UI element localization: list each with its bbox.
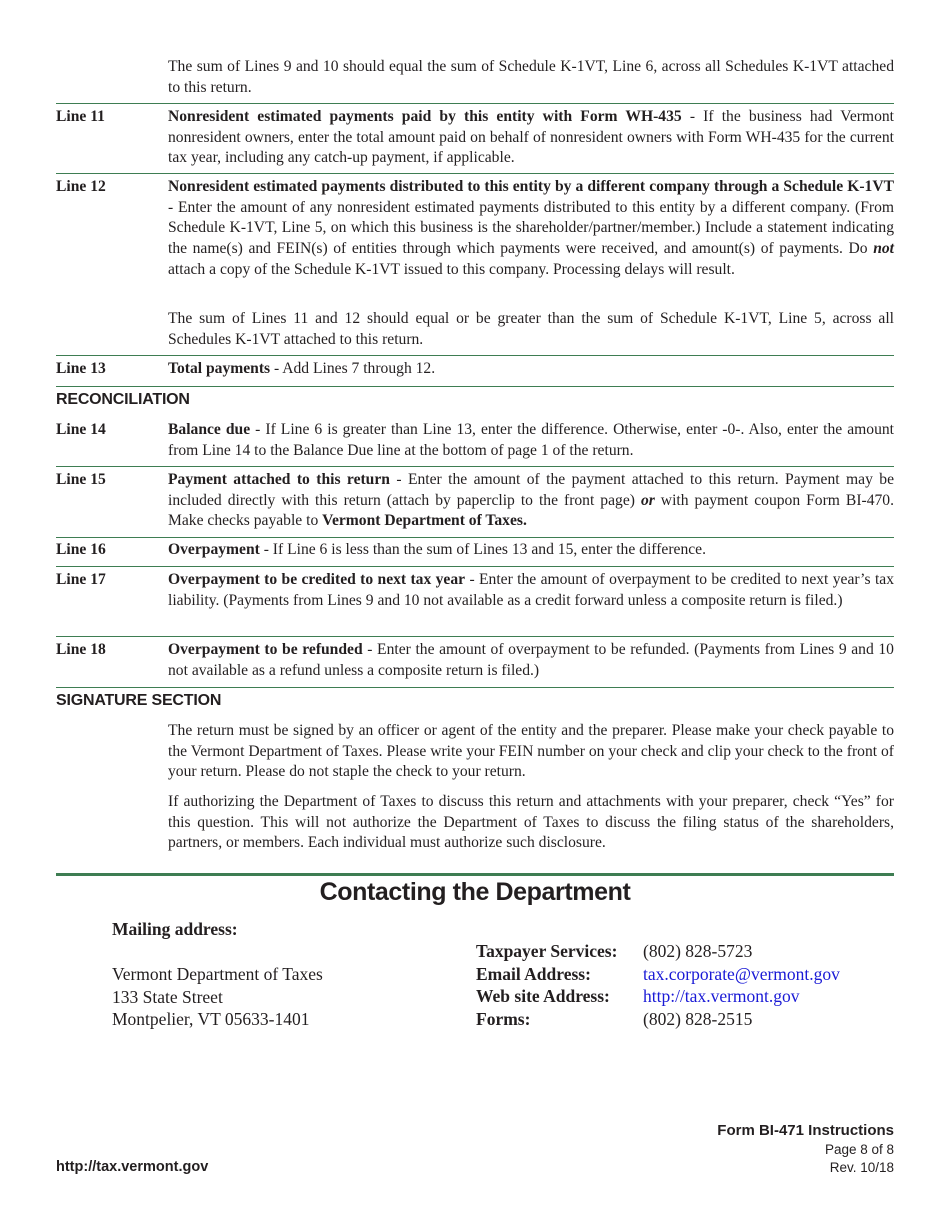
divider [56, 537, 894, 538]
line-12-emphasis: not [873, 240, 894, 258]
line-13-text [168, 359, 894, 380]
forms-label: Forms: [476, 1009, 531, 1030]
taxpayer-services-phone: (802) 828-5723 [643, 941, 753, 961]
address-line: 133 State Street [112, 986, 223, 1007]
line-16-label: Line 16 [56, 541, 106, 558]
contact-labels [476, 940, 617, 1031]
line-18-title: Overpayment to be refunded [168, 641, 363, 658]
intro-note: The sum of Lines 9 and 10 should equal the sum of Schedule K-1VT, Line 6, across all Schedules K-1VT attached to this return. [168, 58, 894, 96]
line-12-note: The sum of Lines 11 and 12 should equal or be greater than the sum of Schedule K-1VT, Line 5, across all Schedules K-1VT attached to this return. [168, 310, 894, 348]
contact-values [643, 940, 840, 1031]
line-11-title: Nonresident estimated payments paid by this entity with Form WH-435 [168, 108, 682, 125]
website-link[interactable]: http://tax.vermont.gov [643, 986, 800, 1007]
email-label: Email Address: [476, 963, 591, 984]
divider [56, 566, 894, 567]
forms-phone: (802) 828-2515 [643, 1009, 753, 1030]
line-18-label: Line 18 [56, 641, 106, 658]
divider [56, 386, 894, 387]
website-label: Web site Address: [476, 986, 610, 1007]
line-15-title: Payment attached to this return [168, 471, 390, 488]
line-14-title: Balance due [168, 421, 251, 438]
signature-para-2: If authorizing the Department of Taxes to discuss this return and attachments with your preparer, check “Yes” for this question. This will not authorize the Department of Taxes to discuss the filing status of the shareholders, partners, or members. Each individual must authorize such disclosure. [168, 793, 894, 852]
divider [56, 173, 894, 174]
footer-page-number: Page 8 of 8 [824, 1142, 894, 1157]
line-15-label: Line 15 [56, 471, 106, 488]
divider [56, 103, 894, 104]
taxpayer-services-label: Taxpayer Services: [476, 941, 618, 961]
mailing-address [112, 963, 323, 1031]
address-line: Vermont Department of Taxes [112, 964, 323, 984]
line-11-body: - If the business had Vermont nonresident owners, enter the total amount paid on behalf of nonresident owners with Form WH-435 for the current tax year, including any catch-up payment, if applicable. [168, 108, 894, 167]
section-divider [56, 873, 894, 876]
line-15-body-a: - Enter the amount of the payment attached to this return. Payment may be included directly with this return (attach by paperclip to the front page) [168, 471, 894, 509]
line-15-text [168, 470, 894, 532]
line-11-label: Line 11 [56, 108, 105, 125]
contact-heading: Contacting the Department [319, 878, 631, 906]
line-16-body: - If Line 6 is less than the sum of Lines 13 and 15, enter the difference. [259, 541, 706, 558]
line-13-label: Line 13 [56, 360, 106, 377]
footer-form-title: Form BI-471 Instructions [717, 1122, 894, 1139]
divider [56, 636, 894, 637]
footer-url[interactable]: http://tax.vermont.gov [56, 1159, 209, 1175]
address-line: Montpelier, VT 05633-1401 [112, 1009, 310, 1030]
signature-para-1: The return must be signed by an officer or agent of the entity and the preparer. Please make your check payable to the Vermont Department of Taxes. Please write your FEIN number on your check and clip your check to the front of your return. Please do not staple the check to your return. [168, 722, 894, 781]
divider [56, 466, 894, 467]
line-16-title: Overpayment [168, 541, 260, 558]
line-17-text [168, 570, 894, 611]
line-14-label: Line 14 [56, 421, 106, 438]
line-17-title: Overpayment to be credited to next tax year [168, 571, 466, 588]
reconciliation-heading: RECONCILIATION [56, 391, 190, 408]
line-12-body-a: - Enter the amount of any nonresident estimated payments distributed to this entity by a different company. (From Schedule K-1VT, Line 5, on which this business is the shareholder/partner/member.) Include a statement indicating the name(s) and FEIN(s) of entities through which payments were received, and amount(s) of payments. Do [168, 198, 894, 258]
line-17-body: - Enter the amount of overpayment to be credited to next year’s tax liability. (Payments from Lines 9 and 10 not available as a credit forward unless a composite return is filed.) [168, 571, 894, 609]
footer-revision: Rev. 10/18 [829, 1160, 894, 1175]
divider [56, 687, 894, 688]
mailing-label: Mailing address: [112, 919, 238, 939]
line-14-text [168, 420, 894, 461]
line-15-body-b: with payment coupon Form BI-470. Make checks payable to [168, 491, 894, 530]
line-15-payee: Vermont Department of Taxes. [322, 512, 527, 530]
signature-heading: SIGNATURE SECTION [56, 692, 222, 709]
line-17-label: Line 17 [56, 571, 106, 588]
line-15-emphasis: or [640, 491, 655, 509]
line-13-title: Total payments [168, 360, 271, 377]
line-11-text [168, 107, 894, 169]
line-13-body: - Add Lines 7 through 12. [270, 360, 436, 377]
line-16-text [168, 540, 894, 561]
line-12-label: Line 12 [56, 178, 106, 195]
line-12-title: Nonresident estimated payments distributed to this entity by a different company through a Schedule K-1VT [168, 178, 894, 195]
line-12-text [168, 177, 894, 281]
line-14-body: - If Line 6 is greater than Line 13, enter the difference. Otherwise, enter -0-. Also, enter the amount from Line 14 to the Balance Due line at the bottom of page 1 of the return. [168, 421, 894, 459]
line-12-body-b: attach a copy of the Schedule K-1VT issued to this company. Processing delays will result. [168, 260, 735, 278]
line-18-text [168, 640, 894, 681]
email-link[interactable]: tax.corporate@vermont.gov [643, 963, 840, 984]
divider [56, 355, 894, 356]
line-18-body: - Enter the amount of overpayment to be refunded. (Payments from Lines 9 and 10 not available as a refund unless a composite return is filed.) [168, 641, 894, 679]
